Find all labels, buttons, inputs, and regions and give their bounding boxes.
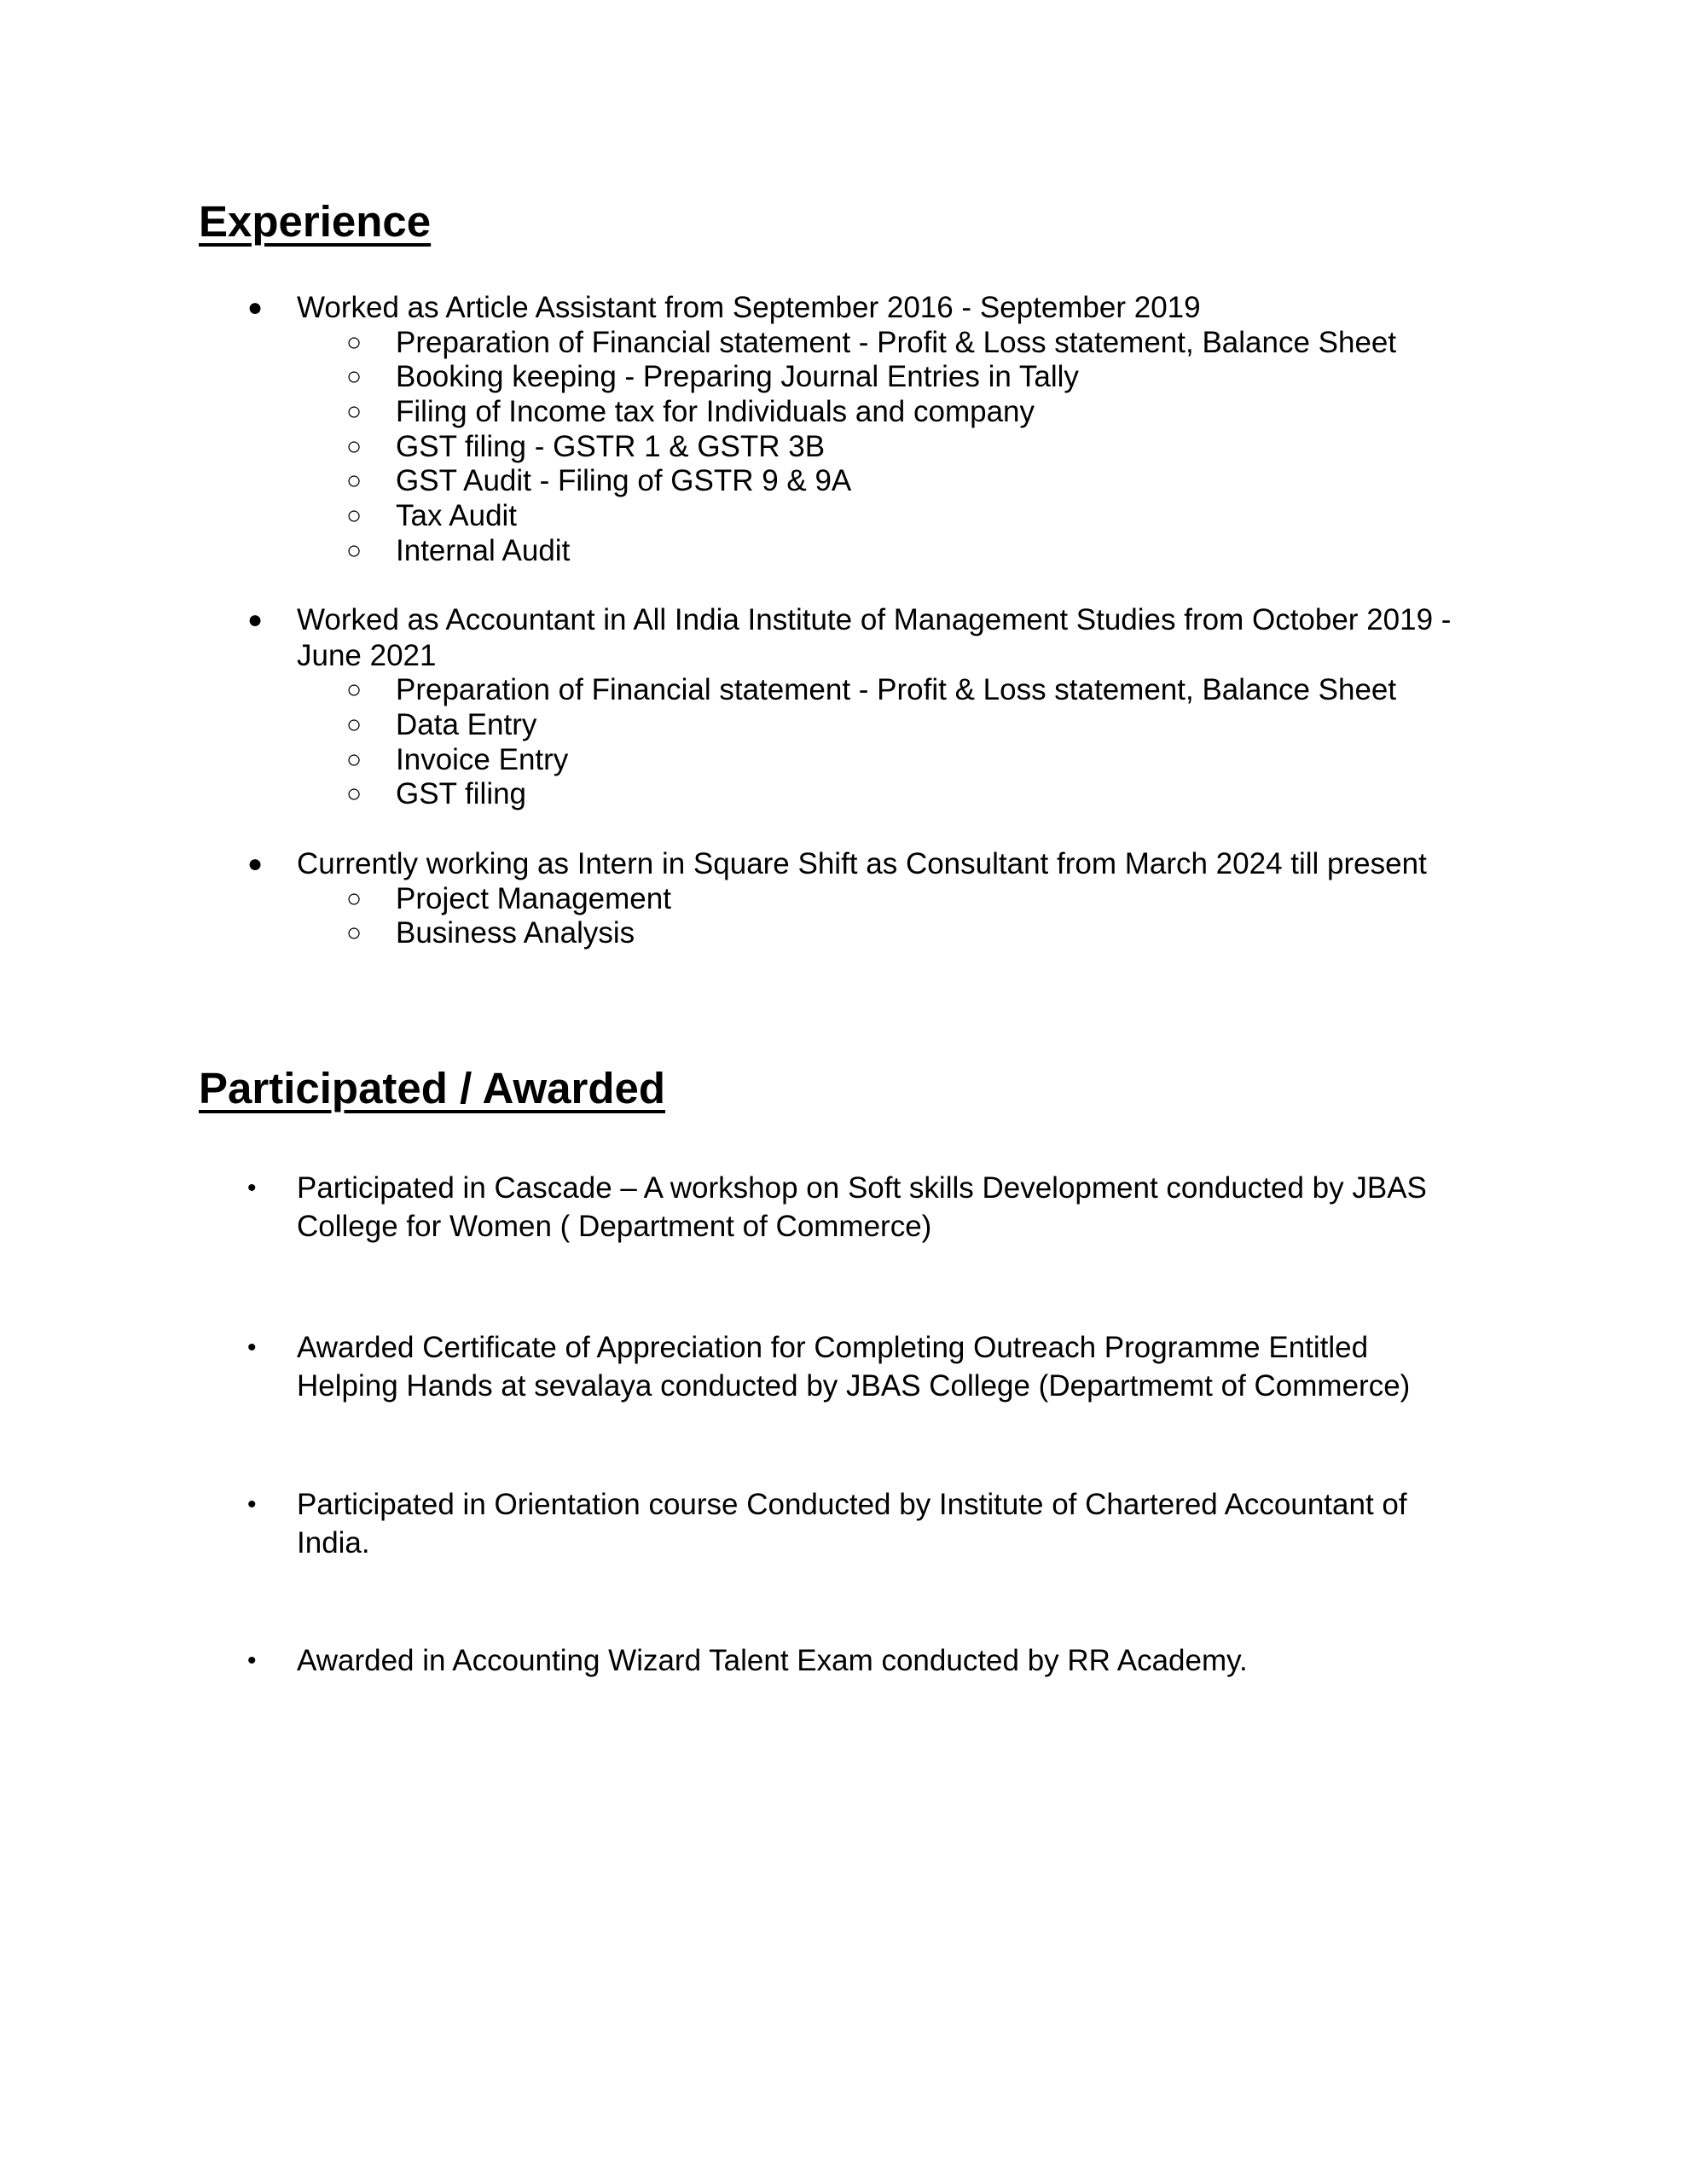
hollow-bullet-icon: ○ [346, 780, 362, 808]
awards-heading: Participated / Awarded [199, 1064, 666, 1112]
filled-bullet-icon: ● [247, 606, 264, 634]
hollow-bullet-icon: ○ [346, 676, 362, 704]
job-task: Invoice Entry [396, 743, 569, 776]
award-text: Awarded Certificate of Appreciation for Completing Outreach Programme Entitled [297, 1331, 1369, 1364]
dot-bullet-icon: • [247, 1647, 257, 1675]
job-task: Internal Audit [396, 534, 571, 567]
job-task: Project Management [396, 882, 671, 915]
experience-heading: Experience [199, 197, 432, 246]
hollow-bullet-icon: ○ [346, 363, 362, 391]
hollow-bullet-icon: ○ [346, 467, 362, 495]
job-title: Currently working as Intern in Square Shift as Consultant from March 2024 till present [297, 847, 1427, 880]
job-task: Tax Audit [396, 499, 518, 532]
job-task: Booking keeping - Preparing Journal Entries in Tally [396, 360, 1079, 393]
hollow-bullet-icon: ○ [346, 885, 362, 913]
dot-bullet-icon: • [247, 1333, 257, 1362]
award-text-continued: Helping Hands at sevalaya conducted by JBAS College (Departmemt of Commerce) [297, 1369, 1411, 1403]
award-text-continued: College for Women ( Department of Commerce) [297, 1210, 932, 1243]
filled-bullet-icon: ● [247, 293, 264, 322]
hollow-bullet-icon: ○ [346, 328, 362, 357]
job-task: GST filing - GSTR 1 & GSTR 3B [396, 430, 826, 463]
job-title: Worked as Article Assistant from September 2016 - September 2019 [297, 291, 1201, 324]
job-title: Worked as Accountant in All India Institute of Management Studies from October 2019 - [297, 603, 1452, 636]
hollow-bullet-icon: ○ [346, 711, 362, 739]
job-task: Preparation of Financial statement - Profit & Loss statement, Balance Sheet [396, 673, 1397, 706]
job-title-continued: June 2021 [297, 639, 437, 672]
job-task: Business Analysis [396, 916, 635, 950]
award-text: Participated in Orientation course Conducted by Institute of Chartered Accountant of [297, 1488, 1407, 1521]
award-text: Awarded in Accounting Wizard Talent Exam conducted by RR Academy. [297, 1644, 1248, 1677]
dot-bullet-icon: • [247, 1490, 257, 1519]
job-task: Preparation of Financial statement - Profit & Loss statement, Balance Sheet [396, 326, 1397, 359]
job-task: GST Audit - Filing of GSTR 9 & 9A [396, 464, 852, 497]
job-task: Filing of Income tax for Individuals and company [396, 395, 1035, 428]
job-task: GST filing [396, 777, 527, 810]
hollow-bullet-icon: ○ [346, 433, 362, 461]
hollow-bullet-icon: ○ [346, 537, 362, 565]
hollow-bullet-icon: ○ [346, 502, 362, 530]
award-text-continued: India. [297, 1526, 370, 1560]
filled-bullet-icon: ● [247, 850, 264, 878]
hollow-bullet-icon: ○ [346, 919, 362, 947]
hollow-bullet-icon: ○ [346, 746, 362, 774]
hollow-bullet-icon: ○ [346, 398, 362, 426]
dot-bullet-icon: • [247, 1174, 257, 1202]
award-text: Participated in Cascade – A workshop on Soft skills Development conducted by JBAS [297, 1171, 1427, 1205]
job-task: Data Entry [396, 708, 537, 741]
